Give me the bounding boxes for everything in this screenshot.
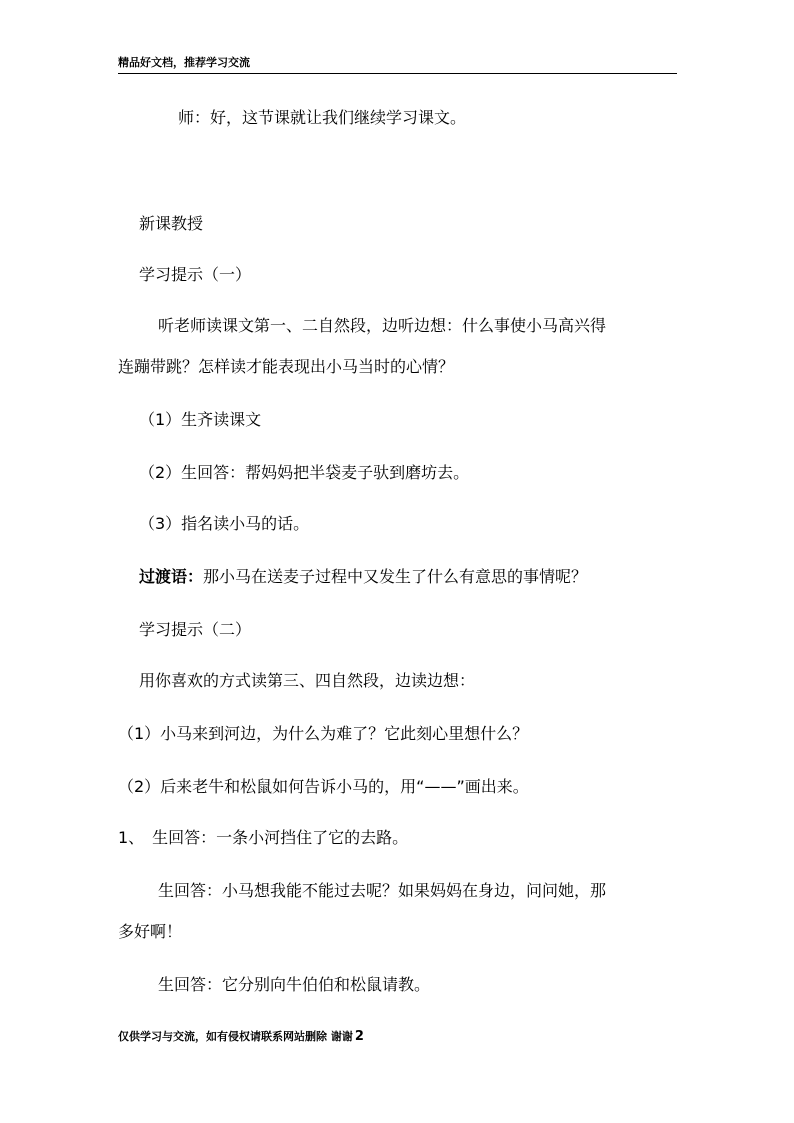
page-footer [118, 1030, 364, 1044]
study-hint-two-heading: 学习提示（二） [139, 620, 252, 639]
answer-3: 生回答：它分别向牛伯伯和松鼠请教。 [158, 975, 431, 994]
list-item-3: （3）指名读小马的话。 [139, 514, 310, 533]
transition-label: 过渡语： [139, 567, 204, 586]
answer-2-line-1: 生回答：小马想我能不能过去呢？如果妈妈在身边，问问她，那 [158, 881, 607, 900]
transition-paragraph [139, 567, 587, 587]
transition-text: 那小马在送麦子过程中又发生了什么有意思的事情呢？ [203, 567, 588, 586]
study-hint-one-text-line-2: 连蹦带跳？怎样读才能表现出小马当时的心情？ [118, 357, 455, 376]
question-1: （1）小马来到河边，为什么为难了？它此刻心里想什么？ [118, 724, 529, 743]
study-hint-two-text: 用你喜欢的方式读第三、四自然段，边读边想： [139, 671, 476, 690]
study-hint-one-heading: 学习提示（一） [139, 265, 252, 284]
study-hint-one-text-line-1: 听老师读课文第一、二自然段，边听边想：什么事使小马高兴得 [158, 316, 607, 335]
answer-1: 1、 生回答：一条小河挡住了它的去路。 [118, 828, 409, 847]
list-item-1: （1）生齐读课文 [139, 410, 262, 429]
page-header [118, 56, 677, 74]
page-number: 2 [354, 1029, 364, 1044]
footer-text: 仅供学习与交流，如有侵权请联系网站删除 谢谢 [118, 1030, 353, 1043]
list-item-2: （2）生回答：帮妈妈把半袋麦子驮到磨坊去。 [139, 463, 470, 482]
header-text: 精品好文档，推荐学习交流 [118, 56, 250, 69]
question-2: （2）后来老牛和松鼠如何告诉小马的，用“——”画出来。 [118, 777, 529, 796]
teacher-line: 师：好，这节课就让我们继续学习课文。 [178, 108, 467, 127]
answer-2-line-2: 多好啊！ [118, 922, 183, 941]
section-heading-new-lesson: 新课教授 [139, 214, 204, 233]
